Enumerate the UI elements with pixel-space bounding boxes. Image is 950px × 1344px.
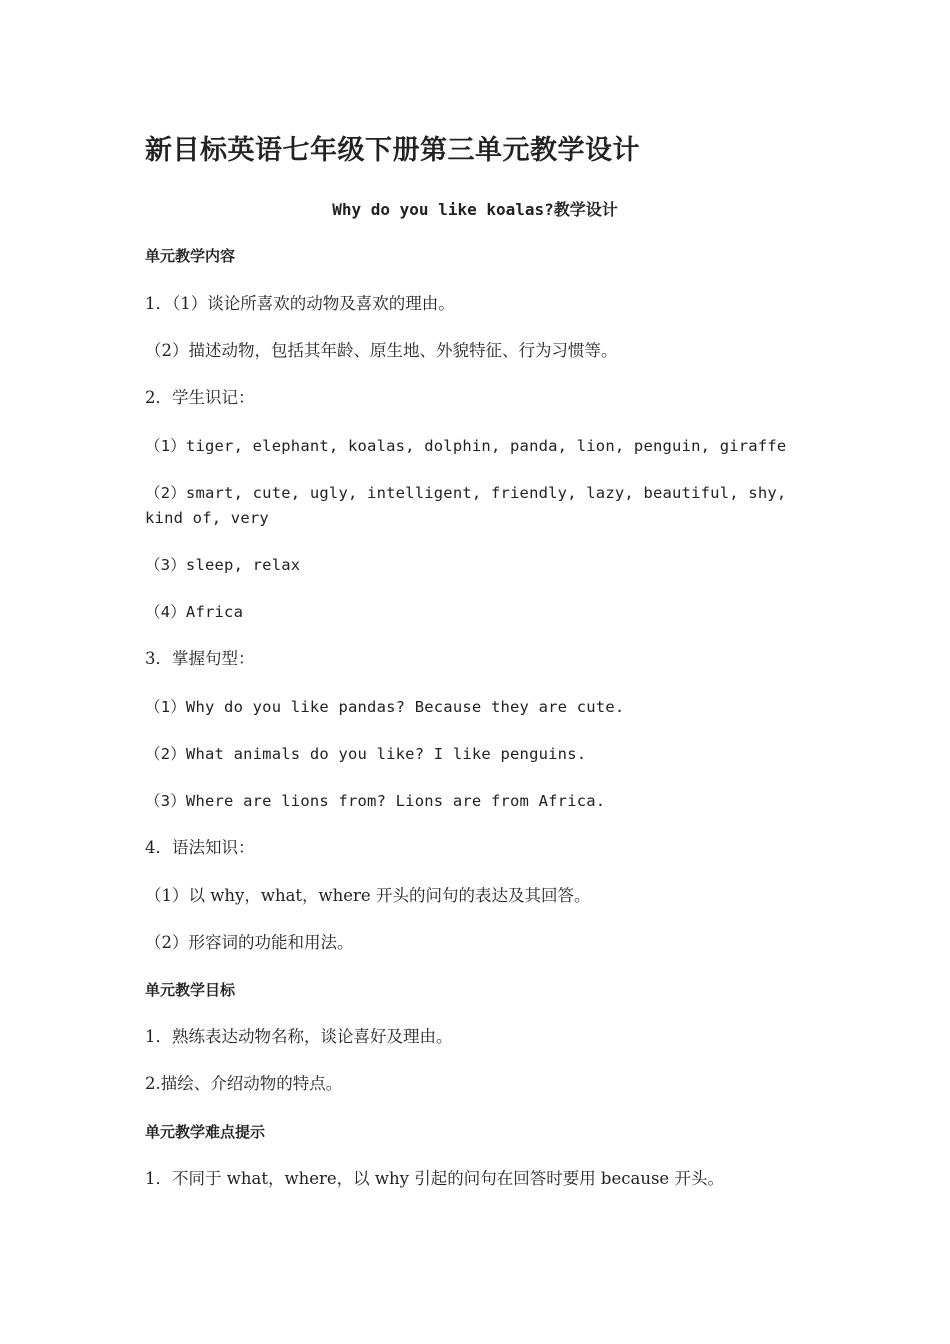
- goals-line-1: 1．熟练表达动物名称，谈论喜好及理由。: [145, 1027, 453, 1046]
- content-line-2: （2）描述动物，包括其年龄、原生地、外貌特征、行为习惯等。: [145, 341, 618, 360]
- content-line-14: （2）形容词的功能和用法。: [145, 933, 354, 952]
- content-line-13: （1）以 why，what，where 开头的问句的表达及其回答。: [145, 886, 591, 905]
- content-line-6: （3）sleep, relax: [145, 556, 301, 574]
- document-subtitle: Why do you like koalas?教学设计: [332, 200, 618, 219]
- difficulties-line-1: 1．不同于 what，where，以 why 引起的问句在回答时要用 because 开头。: [145, 1169, 724, 1188]
- document-title: 新目标英语七年级下册第三单元教学设计: [145, 135, 640, 166]
- content-line-3: 2．学生识记：: [145, 388, 255, 407]
- section-heading-difficulties: 单元教学难点提示: [145, 1123, 266, 1141]
- content-line-9: （1）Why do you like pandas? Because they are cute.: [145, 698, 625, 716]
- content-line-12: 4．语法知识：: [145, 838, 255, 857]
- content-line-8: 3．掌握句型：: [145, 649, 255, 668]
- section-heading-goals: 单元教学目标: [145, 981, 236, 999]
- section-heading-content: 单元教学内容: [145, 247, 236, 265]
- content-line-10: （2）What animals do you like? I like penguins.: [145, 745, 587, 763]
- content-line-11: （3）Where are lions from? Lions are from Africa.: [145, 792, 606, 810]
- content-line-4: （1）tiger, elephant, koalas, dolphin, panda, lion, penguin, giraffe: [145, 437, 787, 455]
- content-line-5: （2）smart, cute, ugly, intelligent, friendly, lazy, beautiful, shy, kind of, very: [145, 484, 787, 527]
- content-line-7: （4）Africa: [145, 603, 244, 621]
- goals-line-2: 2.描绘、介绍动物的特点。: [145, 1074, 343, 1093]
- content-line-1: 1．（1）谈论所喜欢的动物及喜欢的理由。: [145, 294, 455, 313]
